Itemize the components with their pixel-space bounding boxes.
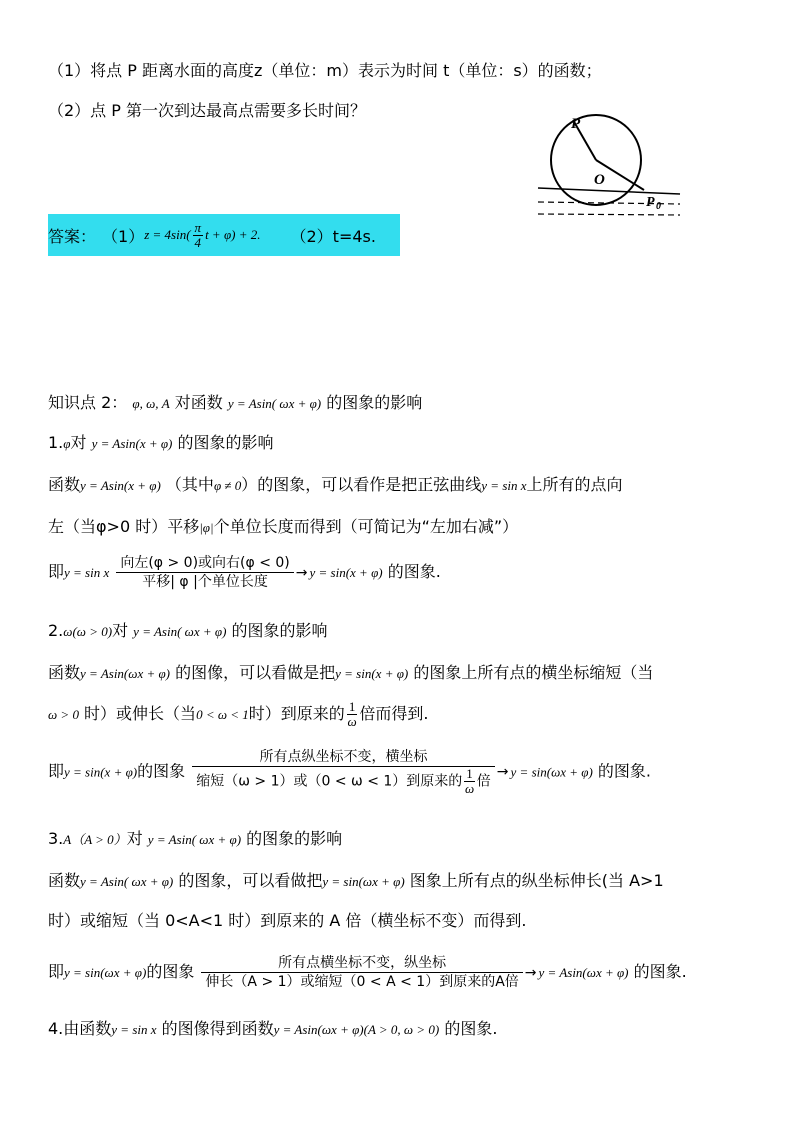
question-2: （2）点 P 第一次到达最高点需要多长时间？ — [48, 101, 367, 120]
s3-l3-f1b: 的图象 — [146, 962, 195, 981]
s1-var: φ — [63, 436, 71, 451]
s2-arrow-bot — [192, 767, 495, 796]
s3-tail: 的图象的影响 — [246, 829, 343, 848]
s3-l1-func: y = Asin( ωx + φ) — [80, 874, 174, 889]
kp-title-label: 知识点 2： — [48, 393, 128, 412]
answer-fraction — [193, 221, 204, 250]
s2-arrow — [192, 748, 495, 796]
s2-line2 — [48, 700, 428, 729]
s2-l2-c: 倍而得到. — [359, 704, 429, 723]
label-p0: P — [646, 195, 655, 210]
s3-l3-f1: y = sin(ωx + φ) — [64, 965, 147, 980]
s3-func: y = Asin( ωx + φ) — [147, 832, 242, 847]
s2-l2-a: 时）或伸长（当 — [84, 704, 197, 723]
s2-dui: 对 — [112, 621, 129, 640]
s1-l1-d: 上所有的点向 — [526, 475, 623, 494]
s1-heading — [48, 432, 274, 455]
s1-l1-func: y = Asin(x + φ) — [80, 478, 161, 493]
s2-line1 — [48, 662, 653, 685]
s1-l2-b: 个单位长度而得到（可简记为“左加右减”） — [213, 517, 519, 536]
s4-b: 的图像得到函数 — [161, 1019, 274, 1038]
s2-l1-a: 函数 — [48, 663, 81, 682]
answer-formula-right: t + φ) + 2. — [205, 227, 261, 242]
answer-part2: （2）t=4s. — [290, 226, 376, 246]
s1-l2-abs: |φ| — [199, 520, 214, 535]
s1-tail: 的图象的影响 — [177, 433, 274, 452]
s1-dui: 对 — [70, 433, 87, 452]
s2-heading — [48, 620, 328, 643]
s2-arrow-frac-num: 1 — [466, 766, 473, 781]
kp-title-func: y = Asin( ωx + φ) — [227, 396, 322, 411]
s1-line2 — [48, 516, 518, 539]
answer-frac-num: π — [194, 219, 202, 235]
s1-l3-f1: y = sin x — [64, 565, 110, 580]
s1-arrowhead-icon: → — [295, 564, 308, 581]
answer-box — [48, 214, 400, 256]
s3-arrow-top: 所有点横坐标不变，纵坐标 — [278, 955, 447, 971]
s1-l1-cond: φ ≠ 0 — [213, 478, 242, 493]
s3-l3-b: 的图象. — [633, 962, 687, 981]
s1-arrow-top: 向左(φ > 0)或向右(φ < 0) — [120, 555, 290, 571]
s3-arrow-bot: 伸长（A > 1）或缩短（0 < A < 1）到原来的A倍 — [205, 974, 519, 990]
ferris-wheel-figure — [530, 110, 690, 230]
s2-var: ω(ω > 0) — [63, 624, 113, 639]
s2-l2-frac-num: 1 — [348, 699, 356, 714]
s1-l1-sin: y = sin x — [481, 478, 527, 493]
s1-l3-f2: y = sin(x + φ) — [309, 565, 383, 580]
s2-arrowhead-icon: → — [496, 764, 509, 780]
s3-var: A（A > 0） — [63, 832, 127, 847]
s2-l2-cond2: 0 < ω < 1 — [196, 707, 249, 722]
kp-title-tail: 的图象的影响 — [326, 393, 423, 412]
answer-part1-label: （1） — [102, 226, 145, 246]
s4-f2: y = Asin(ωx + φ)(A > 0, ω > 0) — [273, 1022, 440, 1037]
s3-l3-a: 即 — [48, 962, 65, 981]
s1-num: 1. — [48, 433, 64, 452]
s3-dui: 对 — [126, 829, 143, 848]
s3-l1-c: 图象上所有点的纵坐标伸长(当 A>1 — [409, 871, 664, 890]
s1-line3 — [48, 554, 441, 591]
s2-l3-f1: y = sin(x + φ) — [64, 764, 138, 780]
label-p: P — [571, 116, 581, 132]
s1-l3-b: 的图象. — [387, 562, 441, 581]
s2-l2-cond1: ω > 0 — [48, 707, 79, 722]
s2-num: 2. — [48, 621, 64, 640]
s2-arrow-frac — [464, 767, 475, 796]
s4-line — [48, 1018, 497, 1041]
s2-arrow-frac-den: ω — [464, 781, 475, 796]
s1-arrow-bot: 平移| φ |个单位长度 — [142, 574, 268, 590]
s2-l1-b: 的图像，可以看做是把 — [175, 663, 336, 682]
answer-prefix: 答案： — [48, 226, 97, 246]
s3-heading — [48, 828, 342, 851]
s3-line2: 时）或缩短（当 0<A<1 时）到原来的 A 倍（横坐标不变）而得到. — [48, 911, 527, 930]
s2-l2-b: 时）到原来的 — [248, 704, 345, 723]
s2-l3-b: 的图象. — [597, 761, 652, 781]
s1-arrow — [116, 554, 293, 591]
s4-c: 的图象. — [444, 1019, 498, 1038]
s1-line1 — [48, 474, 623, 497]
s2-l3-f1b: 的图象 — [137, 761, 186, 781]
s1-l1-b: （其中 — [165, 475, 214, 494]
s2-line3 — [48, 748, 651, 796]
s3-l1-a: 函数 — [48, 871, 81, 890]
answer-formula-left: z = 4sin( — [144, 227, 191, 242]
s2-arrow-top: 所有点纵坐标不变，横坐标 — [259, 749, 428, 765]
s3-line3 — [48, 954, 687, 991]
s1-l2-a: 左（当φ>0 时）平移 — [48, 517, 200, 536]
s2-l3-f2: y = sin(ωx + φ) — [510, 764, 593, 780]
s3-arrow — [201, 954, 522, 991]
s3-num: 3. — [48, 829, 64, 848]
s2-tail: 的图象的影响 — [231, 621, 328, 640]
s2-l1-c: 的图象上所有点的横坐标缩短（当 — [413, 663, 654, 682]
s1-func: y = Asin(x + φ) — [91, 436, 173, 451]
s4-a: 4.由函数 — [48, 1019, 112, 1038]
s2-func: y = Asin( ωx + φ) — [133, 624, 227, 639]
kp-title-vars: φ, ω, A — [132, 396, 170, 411]
s2-arrow-bot-b: 倍 — [476, 773, 491, 790]
kp-title-text: 对函数 — [174, 393, 223, 412]
s3-l1-func2: y = sin(ωx + φ) — [322, 874, 405, 889]
s2-l1-func: y = Asin(ωx + φ) — [80, 666, 171, 681]
s2-arrow-bot-a: 缩短（ω > 1）或（0 < ω < 1）到原来的 — [196, 773, 463, 790]
water-surface — [538, 188, 680, 194]
s2-l2-frac-den: ω — [347, 714, 357, 729]
s1-l1-a: 函数 — [48, 475, 81, 494]
question-1: （1）将点 P 距离水面的高度z（单位：m）表示为时间 t（单位：s）的函数； — [48, 61, 602, 80]
label-o: O — [594, 172, 605, 188]
s3-arrowhead-icon: → — [524, 964, 537, 981]
s1-l1-c: ）的图象，可以看作是把正弦曲线 — [241, 475, 482, 494]
s2-l1-func2: y = sin(x + φ) — [335, 666, 409, 681]
label-p0-sub: 0 — [656, 201, 661, 212]
water-line-2 — [538, 214, 680, 215]
s4-f1: y = sin x — [111, 1022, 157, 1037]
s3-line1 — [48, 870, 664, 893]
kp-title — [48, 392, 422, 415]
s3-l3-f2: y = Asin(ωx + φ) — [538, 965, 629, 980]
s1-l3-a: 即 — [48, 562, 65, 581]
answer-frac-den: 4 — [194, 234, 202, 250]
s3-l1-b: 的图象，可以看做把 — [178, 871, 323, 890]
s2-l3-a: 即 — [48, 761, 65, 781]
s2-l2-frac — [347, 700, 358, 729]
